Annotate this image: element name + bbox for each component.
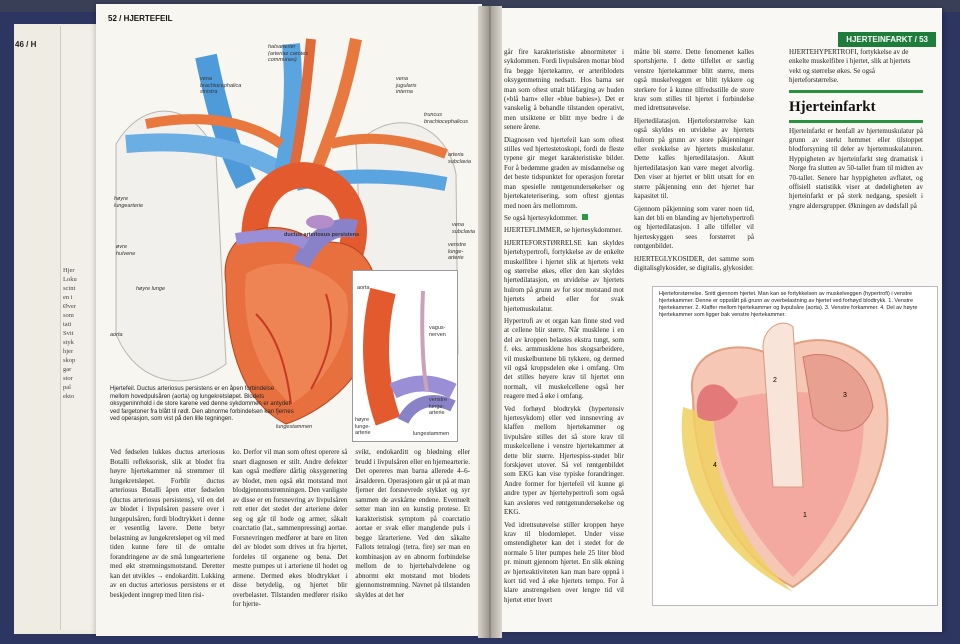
fragment-text: en i [63,294,73,301]
heart-section-figure [652,286,938,606]
fragment-text: som [63,312,74,319]
figure-number: 4 [713,462,717,469]
label-ductus: ductus arteriosus persistens [284,232,360,238]
hypertrofi-entry: HJERTEHYPERTROFI, fortykkelse av de enkelte muskelfibre i hjertet, slik at hjertets vekt og størrelse økes. Se også hjerteforstørrelse. [789,48,911,85]
paragraph: HJERTEFLIMMER, se hjertesykdommer. [504,226,623,235]
label-halsarterier: halsarterier (arteriae carotes communes) [268,44,309,63]
fragment-text: hjer [63,348,74,355]
figure-number: 2 [773,377,777,384]
figure-number: 3 [843,392,847,399]
label-ovre-hulvene: øvre hulvene [116,244,136,257]
green-rule [789,90,923,93]
fragment-text: scint [63,285,76,292]
see-also: Se også hjertesykdommer. [504,213,578,222]
label-hoyre-lunge: høyre lunge [136,286,166,292]
left-column-2: ko. Derfor vil man som oftest operere så snart diagnosen er stilt. Andre defekter kan også medføre dårlig oksygenering av blodet, men også økt motstand mot blodgjennomstrømningen. Den vanligste av disse er en forsnevring av livpulsåren rett etter det stedet der arteriene deler seg og går til hode og armer, såkalt coarctatio (lat., sammenpressing) aortae. Forsnevringen medfører at bare en liten del av blodet som drives ut fra hjertet, fordeles til organene og bena. Det mestte pumpes ut i arteriene til hodet og armene. Dermed økes blodtrykket i disse betydelig, og hjertet blir overbelastet. Tilstanden medfører risiko for hjerte- [232,448,348,608]
inset-label-vagus: vagus- nerven [429,325,446,338]
green-rule [789,120,923,123]
fragment-text: pal [63,384,71,391]
fragment-text: Øver [63,303,76,310]
inset-drawing [352,270,458,442]
label-venstre-lungearterie: venstre lunge- arterie [448,242,467,261]
section-body: Hjerteinfarkt er henfall av hjertemuskulatur på grunn av sterkt hemmet eller tilstoppet blodforsyning til deler av hjertemuskulaturen. Hyppigheten av hjerteinfarkt steg dramatisk i Norge fra slutten av 50-tallet fram til midten av 70-tallet. Senere har hyppigheten avflatet, og offisiell statistikk viser at dødeligheten av hjerteinfarkt er på sterk nedgang, spesielt i yngre aldersgrupper. Økningen av dødsfall på [789,126,923,210]
paragraph: Ved forhøyd blodtrykk (hypertensiv hjertesykdom) eller ved innsnevring av klaffen mellom hjertekammer og livpulsåre stilles det så store krav til muskelcellene i venstre hjertekammer at dette blir større. Hjertespiss-stødet blir forskjøvet utover. Så vel røntgenbildet som EKG kan vise typiske forandringer. Andre former for hjertefeil vil kunne gi andre typer av hjertehypertrofi som også kan avsløres ved røntgenundersøkelse og EKG. [504,404,624,517]
label-vena-brachiocephalica: vena brachiocephalica sinistra [200,76,242,95]
paragraph: HJERTEFORSTØRRELSE kan skyldes hjertehypertrofi, fortykkelse av de enkelte muskelfibre i hjertet slik at hjertets vekt og størrelse økes, eller den kan skyldes hjertedilatasjon, en utvidelse av hjertets hulrom på grunn av for stor motstand mot hjertets arbeid eller for svak hjertemuskulatur. [504,238,624,313]
fragment-text: stor [63,375,73,382]
paragraph: Diagnosen ved hjertefeil kan som oftest stilles ved hjertestetoskopi, fordi de fleste typene gir meget karakteristiske bilder. For å bedømme graden av misdannelse og det beste tidspunktet for operasjon foretar man spesielle røntgenundersøkelser og hjertekateterisering, som oftest gjentas med noen års mellomrom. [504,135,624,210]
fragment-text: skop [63,357,76,364]
fragment-text: Svit [63,330,74,337]
figure-caption: Hjertefeil. Ductus arteriosus persistens er en åpen forbindelse mellom hovedpulsåren (aorta) og lungekretsløpet. Blodets oksygeninnhold i de store karene ved denne sykdommen er antydet ved fargetoner fra blått til rødt. Den abnorme forbindelsen kan fjernes ved operasjon, som vist på den lille tegningen. [110,386,294,422]
left-page [96,4,482,636]
label-lungestammen: lungestammen [276,424,313,430]
underlying-page-header: 46 / H [15,40,37,49]
label-arteria-subclavia: arteria subclavia [448,152,471,165]
paragraph: HJERTEGLYKOSIDER, det samme som digitalisglykosider, se digitalis, glykosider. [634,254,754,272]
fragment-text: tati [63,321,72,328]
label-vena-jugularis: vena jugularis interna [396,76,417,95]
paragraph: går fire karakteristiske abnormiteter i sykdommen. Fordi livpulsåren mottar blod fra begge hjertekamre, er arteriblodets oksygenmetning nedsatt. Hos barna ser man som oftest uttalt blåfarging av huden («blå barn» eller «blue babies»). Det er vanskelig å behandle tilstanden operativt, men utsiktene er blitt mye bedre i de senere årene. [504,48,624,132]
label-hoyre-lungearterie: høyre lungearterie [114,196,144,209]
paragraph: Ved idrettsutøvelse stiller kroppen høye krav til blodomløpet. Under visse omstendigheter kan det i stedet for de normale 5 liter pumpes hele 25 liter blod pr. minutt gjennom hjertet. En slik økning av hjerteaktiviteten kan man bare oppnå i kort tid ved å øke hjertets tempo. For å klare anstrengelsen over lengre tid vil hjertet etter hvert [504,520,624,604]
inset-label-hoyre: høyre lunge- arterie [355,417,371,436]
inset-label-venstre: venstre lunge- arterie [429,397,448,416]
left-column-3: svikt, endokarditt og blødning eller brudd i livpulsåren eller en hjernearterie. Det opereres man barna allerede 4–6-årsalderen. Operasjonen går ut på at man fjerner det forsnevrede stykket og syr sammen de avskårne endene. Eventuelt setter man inn en kunstig protese. Et karakteristisk symptom på coarctatio aortae er svak eller manglende puls i begge lårarteriene. Ved den såkalte Fallots tetralogi (tetra, fire) ser man en kombinasjon av en abnorm forbindelse mellom de to hjertehalvdelene og abnormt økt motstand mot blodets gjennomstrømning. Navnet på tilstanden skyldes at det her [355,448,471,599]
fragment-text: Loku [63,276,77,283]
underlying-page-fragments [63,266,93,401]
fragment-text: Hjer [63,267,75,274]
section-title: Hjerteinfarkt [789,98,876,115]
running-head-right: HJERTEINFARKT / 53 [838,32,936,47]
paragraph [504,214,624,223]
left-page-body [110,448,470,610]
figure-number: 1 [803,512,807,519]
figure-caption-right: Hjerteforstørrelse. Snitt gjennom hjertet. Man kan se fortykkelsen av muskelveggen (hypertrofi) i venstre hjertekammer. Denne er oppstått på grunn av overbelastning av hjertet ved forhøyd blodtrykk. 1. Venstre hjertekammer. 2. Klaffer mellom hjertekammer og livpulsåre (aorta). 3. Venstre forkammer. 4. Del av høyre hjertekammer som ligger bak venstre hjertekammer. [659,291,918,318]
inset-label-aorta: aorta [357,285,370,291]
inset-label-lungestammen: lungestammen [413,431,450,437]
fragment-text: styk [63,339,74,346]
right-sidebar-column [789,48,923,211]
right-page [494,8,942,632]
label-truncus: truncus brachiocephalicus [424,112,469,125]
label-aorta: aorta [110,332,123,338]
paragraph: Hypertrofi av et organ kan finne sted ved at cellene blir større. Når musklene i en del av kroppen belastes ekstra tungt, som f. eks. armmusklene hos skogsarbeidere, vil muskelbuntene bli tykkere, og dermed vil også kroppsdelen øke i omfang. Om det stilles høyere krav til hjertet enn normalt, vil muskelcellene også her reagere med å øke i omfang. [504,316,624,401]
section-end-marker [582,214,588,220]
right-column-1 [504,48,624,608]
fragment-text: gar [63,366,72,373]
paragraph: måtte bli større. Dette fenomenet kalles sportshjerte. I dette tilfellet er særlig venstre hjertekammer blitt større, mens også muskelveggen er blitt tykkere og sterkere for å kunne tilfredsstille de store krav som stilles til hjertet i forbindelse med idrettsutøvelse. [634,48,754,113]
heart-section-illustration [653,287,937,605]
left-column-1: Ved fødselen lukkes ductus arteriosus Botalli refleksorisk, slik at blodet fra høyre hjertekammer nå strømmer til lungekretsløpet. Forblir ductus arteriosus Botalli åpen etter fødselen (ductus arteriosus persistens), vil en del av blodet i livpulsåren passere over i lungepulsåren, fordi blodtrykket i denne er vesentlig lavere. Dette betyr belastning av lungekretsløpet og vil med tiden kunne føre til de omtalte forandringene av de små lungearteriene med økt strømningsmotstand. Deretter kan det utvikles → endokarditt. Lukking av en ductus arteriosus persistens er et beskjedent inngrep med liten risi- [110,448,225,599]
running-head-left: 52 / HJERTEFEIL [108,14,173,23]
book-spine [478,6,502,638]
fragment-text: ekto [63,393,75,400]
paragraph: Gjennom påkjenning som varer noen tid, kan det bli en blanding av hjertehypertrofi og hjertedilatasjon. I alle tilfeller vil hjerteskyggen sees forstørret på røntgenbildet. [634,204,754,251]
label-vena-subclavia: vena subclavia [452,222,475,235]
paragraph: Hjertedilatasjon. Hjerteforstørrelse kan også skyldes en utvidelse av hjertets hulrom på grunn av store påkjenninger eller svekkelse av hjertets muskulatur. Dette kalles hjertedilatasjon. Akutt hjertedilatasjon kan være meget alvorlig. Den viser at hjertet er blitt utsatt for en større påkjenning enn det hjertet har kapasitet til. [634,116,754,201]
